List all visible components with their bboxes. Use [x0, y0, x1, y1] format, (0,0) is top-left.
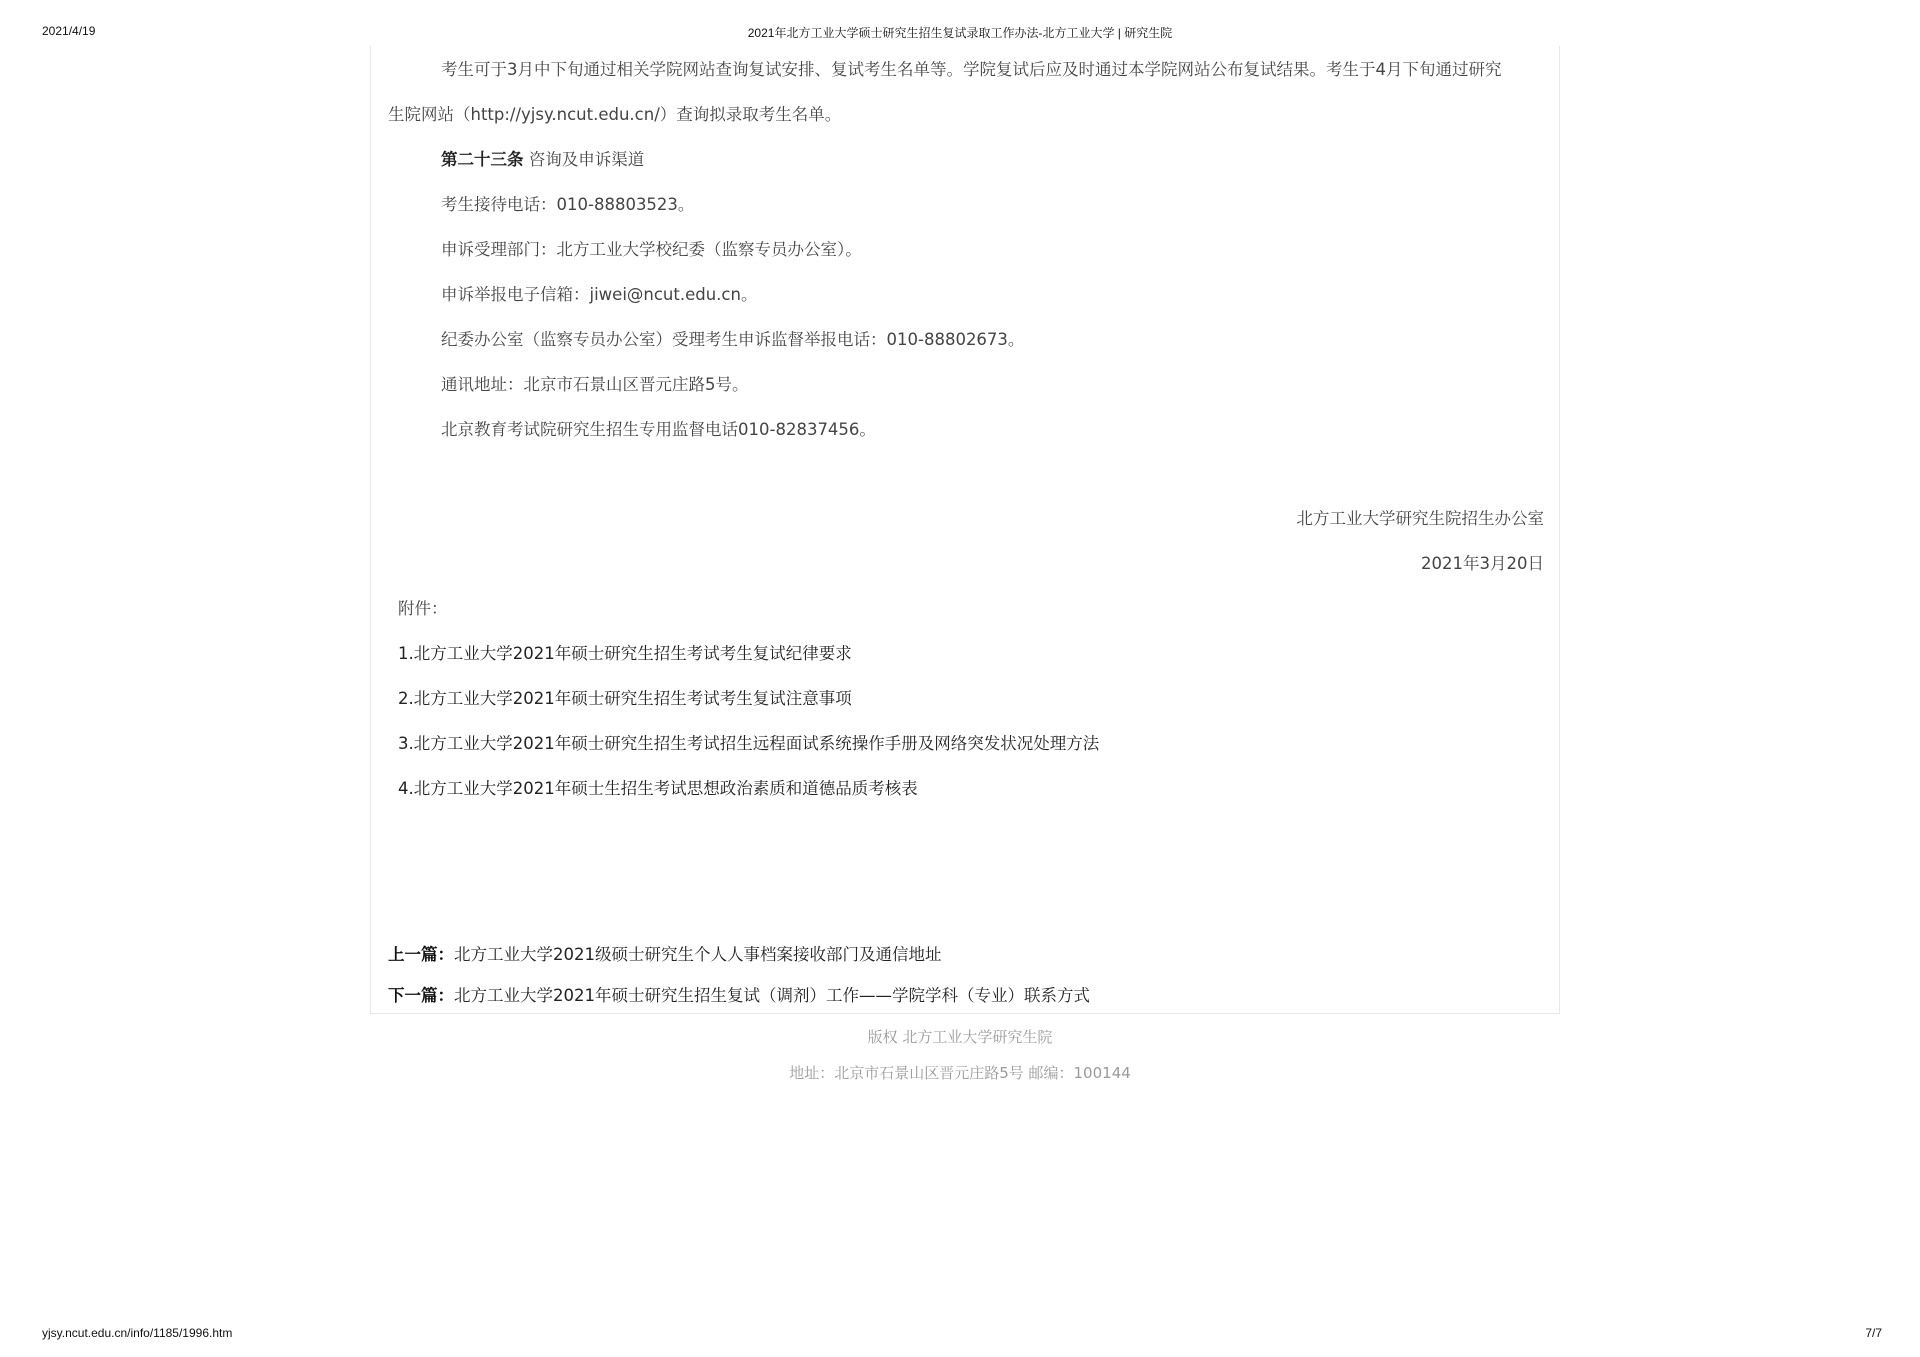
signature-office: 北方工业大学研究生院招生办公室: [1296, 509, 1544, 528]
print-date: 2021/4/19: [42, 24, 96, 38]
prev-article-label: 上一篇：: [388, 945, 454, 964]
next-article-link[interactable]: 北方工业大学2021年硕士研究生招生复试（调剂）工作——学院学科（专业）联系方式: [454, 986, 1090, 1005]
site-copyright: 版权 北方工业大学研究生院: [867, 1028, 1053, 1046]
attachment-link-2[interactable]: 2.北方工业大学2021年硕士研究生招生考试考生复试注意事项: [398, 689, 852, 708]
para1-line2: 生院网站（http://yjsy.ncut.edu.cn/）查询拟录取考生名单。: [388, 105, 842, 124]
print-header: [0, 24, 1920, 42]
article23-label: 第二十三条: [441, 150, 524, 169]
discipline-phone: 纪委办公室（监察专员办公室）受理考生申诉监督举报电话：010-88802673。: [441, 330, 1025, 349]
next-article-label: 下一篇：: [388, 986, 454, 1005]
contact-phone: 考生接待电话：010-88803523。: [441, 195, 695, 214]
print-url: yjsy.ncut.edu.cn/info/1185/1996.htm: [42, 1326, 233, 1340]
prev-article-link[interactable]: 北方工业大学2021级硕士研究生个人人事档案接收部门及通信地址: [454, 945, 942, 964]
article-content-box: [370, 46, 1560, 1014]
appeal-email: 申诉举报电子信箱：jiwei@ncut.edu.cn。: [441, 285, 758, 304]
signature-date: 2021年3月20日: [1421, 554, 1544, 573]
attachment-link-1[interactable]: 1.北方工业大学2021年硕士研究生招生考试考生复试纪律要求: [398, 644, 852, 663]
para1-line1: 考生可于3月中下旬通过相关学院网站查询复试安排、复试考生名单等。学院复试后应及时通过本学院网站公布复试结果。考生于4月下旬通过研究: [441, 60, 1502, 79]
print-page-title: 2021年北方工业大学硕士研究生招生复试录取工作办法-北方工业大学 | 研究生院: [747, 26, 1173, 40]
article23-title: 咨询及申诉渠道: [523, 150, 645, 169]
article23-heading: [441, 149, 644, 171]
prev-article: [388, 944, 942, 966]
attachment-link-3[interactable]: 3.北方工业大学2021年硕士研究生招生考试招生远程面试系统操作手册及网络突发状况处理方法: [398, 734, 1100, 753]
beijing-phone: 北京教育考试院研究生招生专用监督电话010-82837456。: [441, 420, 876, 439]
site-address: 地址：北京市石景山区晋元庄路5号 邮编：100144: [789, 1064, 1131, 1082]
attachment-link-4[interactable]: 4.北方工业大学2021年硕士生招生考试思想政治素质和道德品质考核表: [398, 779, 918, 798]
next-article: [388, 985, 1090, 1007]
print-footer: [0, 1326, 1920, 1344]
attachments-heading: 附件：: [398, 599, 448, 618]
mail-address: 通讯地址：北京市石景山区晋元庄路5号。: [441, 375, 749, 394]
appeal-dept: 申诉受理部门：北方工业大学校纪委（监察专员办公室）。: [441, 240, 862, 259]
print-page-number: 7/7: [1865, 1326, 1882, 1340]
